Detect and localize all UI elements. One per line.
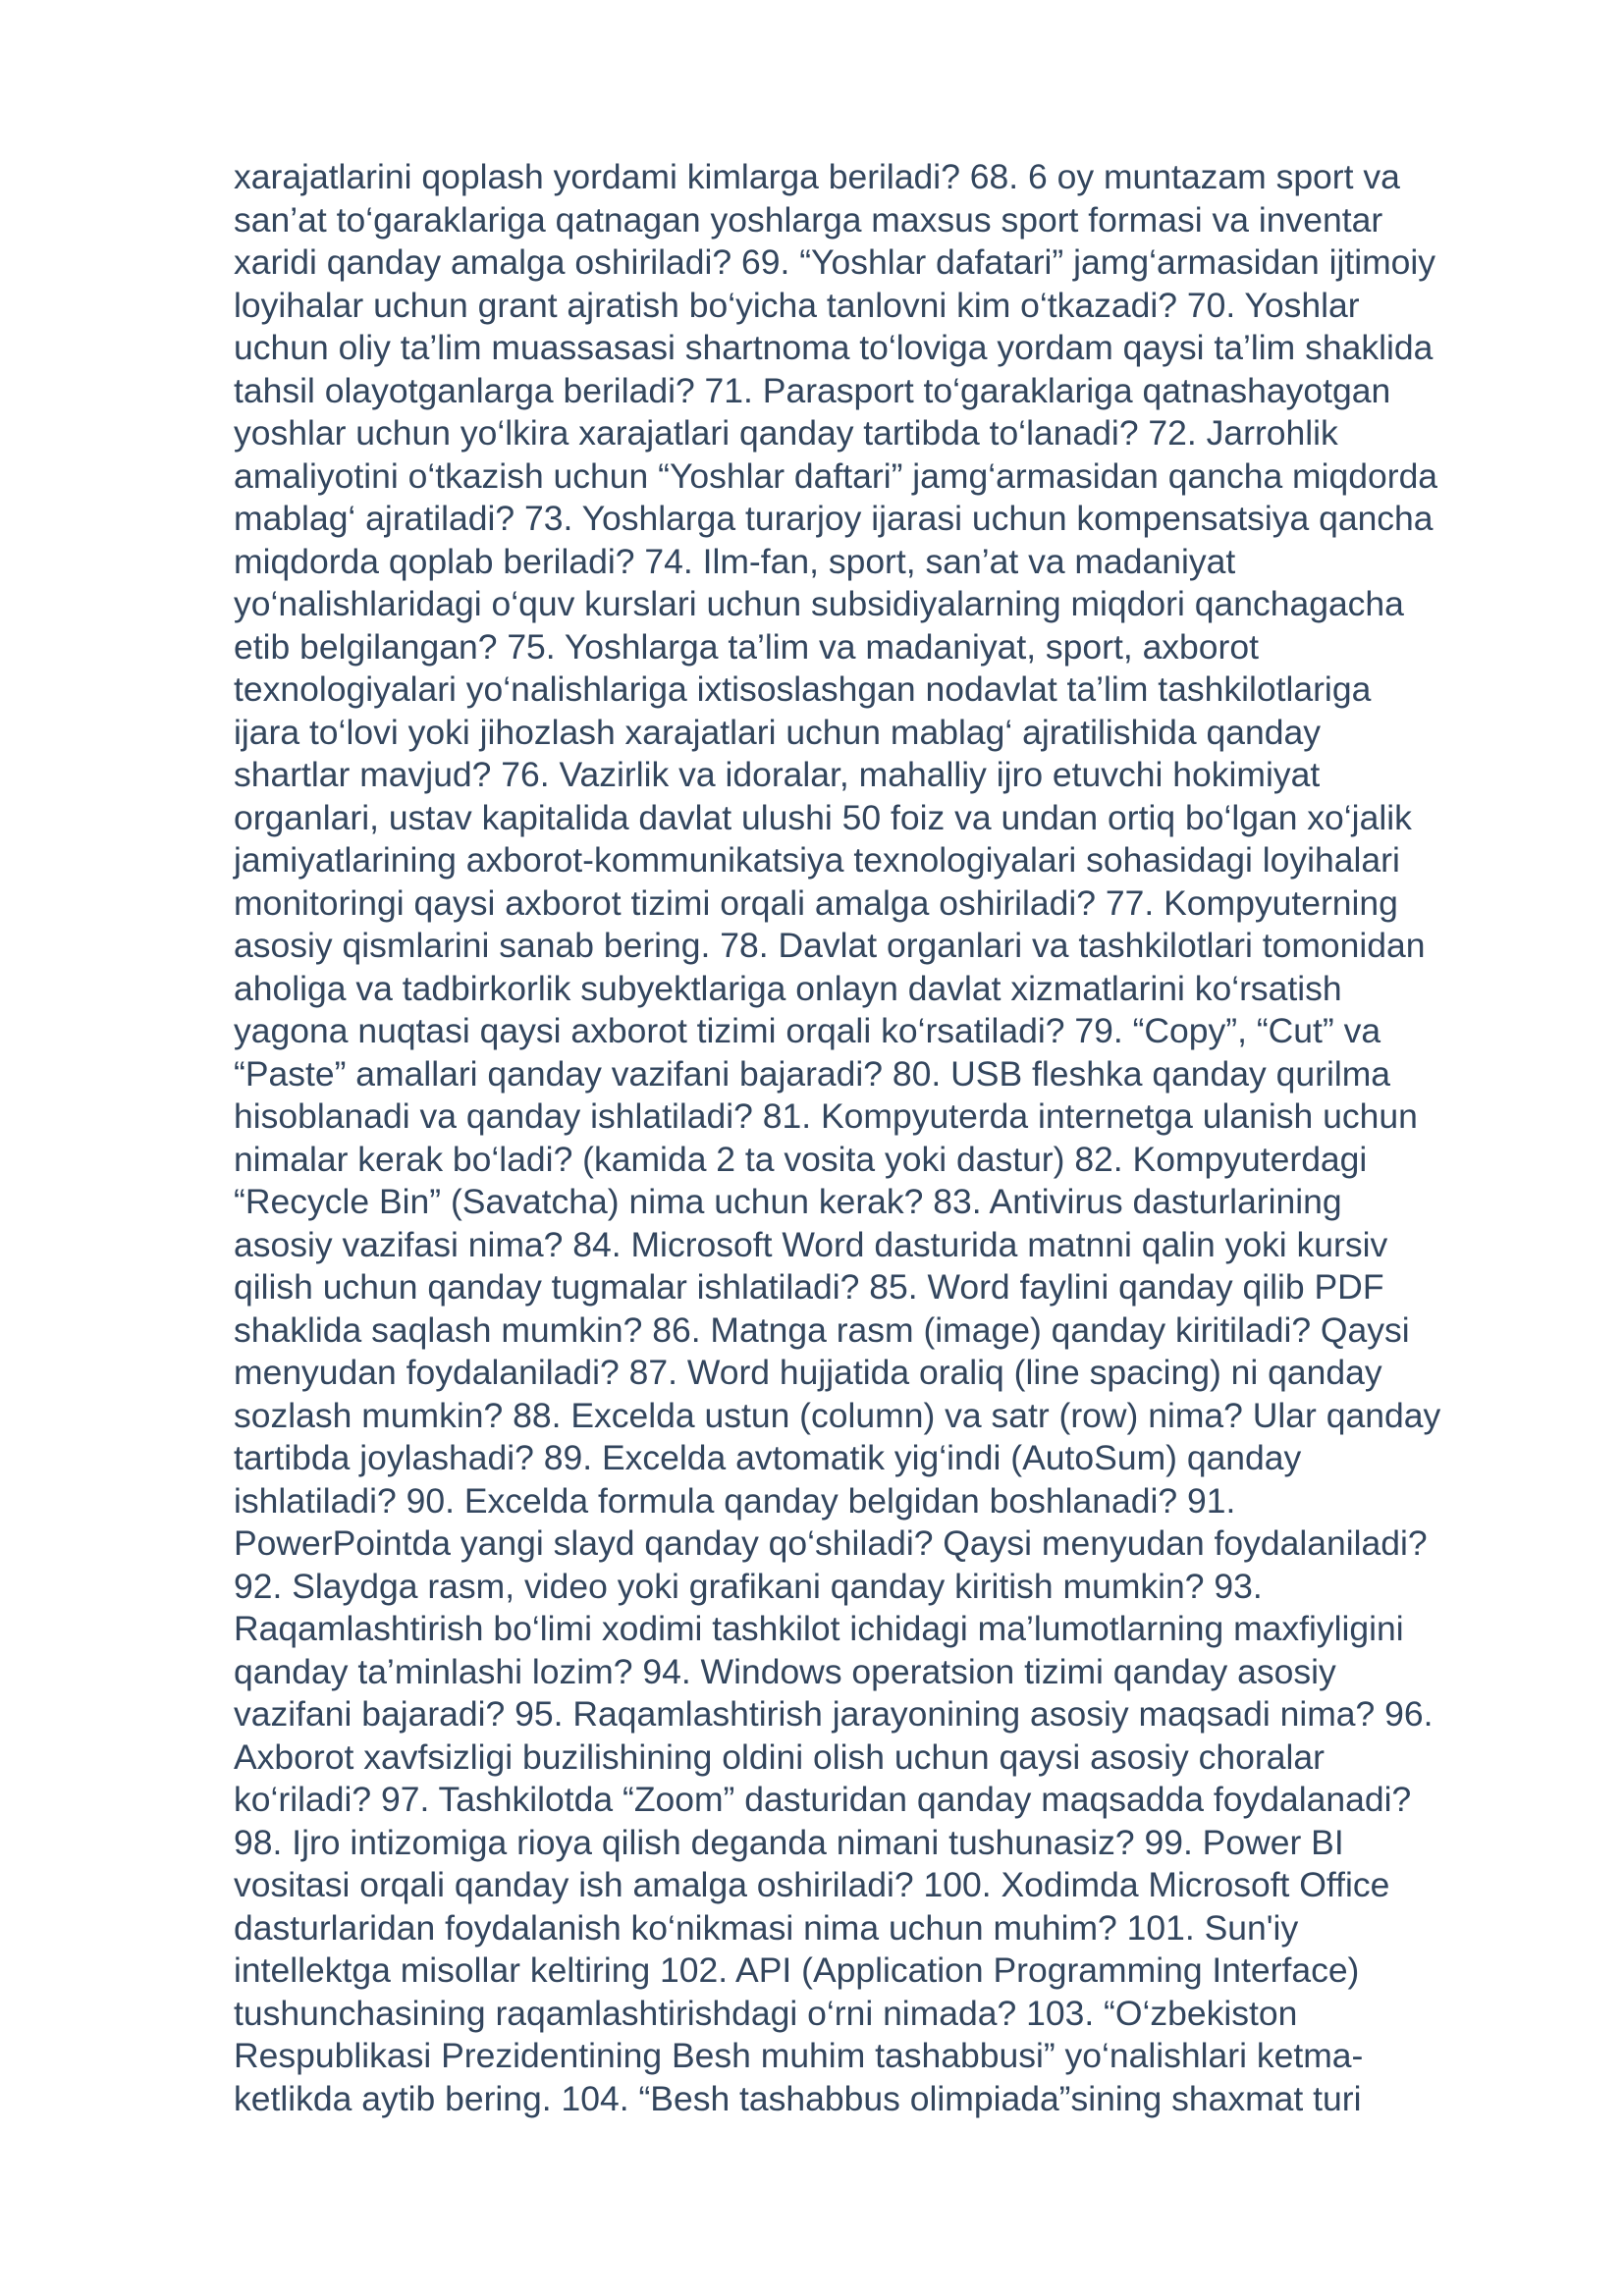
text-line: “Paste” amallari qanday vazifani bajaradi? 80. USB fleshka qanday qurilma bbox=[234, 1053, 1391, 1094]
text-line: xaridi qanday amalga oshiriladi? 69. “Yoshlar dafatari” jamg‘armasidan ijtimoiy bbox=[234, 242, 1436, 282]
text-line: loyihalar uchun grant ajratish bo‘yicha tanlovni kim o‘tkazadi? 70. Yoshlar bbox=[234, 285, 1360, 325]
text-line: monitoringi qaysi axborot tizimi orqali amalga oshiriladi? 77. Kompyuterning bbox=[234, 882, 1398, 923]
text-line: san’at to‘garaklariga qatnagan yoshlarga maxsus sport formasi va inventar bbox=[234, 199, 1383, 240]
text-line: tahsil olayotganlarga beriladi? 71. Parasport to‘garaklariga qatnashayotgan bbox=[234, 370, 1391, 410]
text-line: xarajatlarini qoplash yordami kimlarga beriladi? 68. 6 oy muntazam sport va bbox=[234, 157, 1400, 196]
text-line: intellektga misollar keltiring 102. API (Application Programming Interface) bbox=[234, 1950, 1360, 1990]
text-line: uchun oliy ta’lim muassasasi shartnoma to‘loviga yordam qaysi ta’lim shaklida bbox=[234, 328, 1434, 367]
text-line: 92. Slaydga rasm, video yoki grafikani qanday kiritish mumkin? 93. bbox=[234, 1566, 1263, 1606]
text-line: asosiy qismlarini sanab bering. 78. Davlat organlari va tashkilotlari tomonidan bbox=[234, 926, 1426, 965]
text-line: PowerPointda yangi slayd qanday qo‘shiladi? Qaysi menyudan foydalaniladi? bbox=[234, 1523, 1428, 1563]
text-line: jamiyatlarining axborot-kommunikatsiya texnologiyalari sohasidagi loyihalari bbox=[234, 840, 1400, 880]
text-line: ishlatiladi? 90. Excelda formula qanday belgidan boshlanadi? 91. bbox=[234, 1480, 1236, 1521]
text-line: dasturlaridan foydalanish ko‘nikmasi nima uchun muhim? 101. Sun'iy bbox=[234, 1907, 1299, 1948]
text-line: asosiy vazifasi nima? 84. Microsoft Word dasturida matnni qalin yoki kursiv bbox=[234, 1224, 1388, 1264]
text-line: texnologiyalari yo‘nalishlariga ixtisoslashgan nodavlat ta’lim tashkilotlariga bbox=[234, 669, 1372, 709]
text-line: organlari, ustav kapitalida davlat ulushi 50 foiz va undan ortiq bo‘lgan xo‘jalik bbox=[234, 797, 1412, 837]
text-line: nimalar kerak bo‘ladi? (kamida 2 ta vosita yoki dastur) 82. Kompyuterdagi bbox=[234, 1139, 1368, 1179]
text-line: qilish uchun qanday tugmalar ishlatiladi? 85. Word faylini qanday qilib PDF bbox=[234, 1267, 1384, 1307]
text-line: Axborot xavfsizligi buzilishining oldini olish uchun qaysi asosiy choralar bbox=[234, 1736, 1325, 1777]
text-line: vositasi orqali qanday ish amalga oshiriladi? 100. Xodimda Microsoft Office bbox=[234, 1865, 1390, 1904]
text-line: ketlikda aytib bering. 104. “Besh tashabbus olimpiada”sining shaxmat turi bbox=[234, 2078, 1362, 2118]
text-line: Raqamlashtirish bo‘limi xodimi tashkilot ichidagi ma’lumotlarning maxfiyligini bbox=[234, 1609, 1404, 1648]
text-line: mablag‘ ajratiladi? 73. Yoshlarga turarjoy ijarasi uchun kompensatsiya qancha bbox=[234, 499, 1434, 538]
text-line: ijara to‘lovi yoki jihozlash xarajatlari uchun mablag‘ ajratilishida qanday bbox=[234, 712, 1322, 752]
text-line: shartlar mavjud? 76. Vazirlik va idoralar, mahalliy ijro etuvchi hokimiyat bbox=[234, 755, 1321, 794]
text-line: vazifani bajaradi? 95. Raqamlashtirish jarayonining asosiy maqsadi nima? 96. bbox=[234, 1694, 1434, 1734]
text-line: “Recycle Bin” (Savatcha) nima uchun kerak? 83. Antivirus dasturlarining bbox=[234, 1182, 1342, 1221]
text-line: menyudan foydalaniladi? 87. Word hujjatida oraliq (line spacing) ni qanday bbox=[234, 1353, 1382, 1392]
text-line: qanday ta’minlashi lozim? 94. Windows operatsion tizimi qanday asosiy bbox=[234, 1651, 1336, 1691]
text-line: etib belgilangan? 75. Yoshlarga ta’lim va madaniyat, sport, axborot bbox=[234, 626, 1259, 667]
text-line: 98. Ijro intizomiga rioya qilish deganda nimani tushunasiz? 99. Power BI bbox=[234, 1822, 1344, 1862]
text-line: hisoblanadi va qanday ishlatiladi? 81. Kompyuterda internetga ulanish uchun bbox=[234, 1096, 1418, 1136]
text-line: aholiga va tadbirkorlik subyektlariga onlayn davlat xizmatlarini ko‘rsatish bbox=[234, 968, 1342, 1008]
text-line: yo‘nalishlaridagi o‘quv kurslari uchun subsidiyalarning miqdori qanchagacha bbox=[234, 584, 1404, 623]
text-line: ko‘riladi? 97. Tashkilotda “Zoom” dasturidan qanday maqsadda foydalanadi? bbox=[234, 1780, 1412, 1819]
text-line: sozlash mumkin? 88. Excelda ustun (column) va satr (row) nima? Ular qanday bbox=[234, 1395, 1441, 1435]
text-line: tartibda joylashadi? 89. Excelda avtomatik yig‘indi (AutoSum) qanday bbox=[234, 1438, 1302, 1477]
document-body-text bbox=[234, 156, 1530, 2120]
text-line: yagona nuqtasi qaysi axborot tizimi orqali ko‘rsatiladi? 79. “Copy”, “Cut” va bbox=[234, 1011, 1381, 1050]
text-line: shaklida saqlash mumkin? 86. Matnga rasm (image) qanday kiritiladi? Qaysi bbox=[234, 1309, 1410, 1350]
text-line: yoshlar uchun yo‘lkira xarajatlari qanday tartibda to‘lanadi? 72. Jarrohlik bbox=[234, 413, 1338, 453]
text-line: amaliyotini o‘tkazish uchun “Yoshlar daftari” jamg‘armasidan qancha miqdorda bbox=[234, 455, 1438, 496]
text-line: miqdorda qoplab beriladi? 74. Ilm-fan, sport, san’at va madaniyat bbox=[234, 541, 1236, 581]
text-line: Respublikasi Prezidentining Besh muhim tashabbusi” yo‘nalishlari ketma- bbox=[234, 2036, 1364, 2075]
text-line: tushunchasining raqamlashtirishdagi o‘rni nimada? 103. “O‘zbekiston bbox=[234, 1993, 1298, 2033]
